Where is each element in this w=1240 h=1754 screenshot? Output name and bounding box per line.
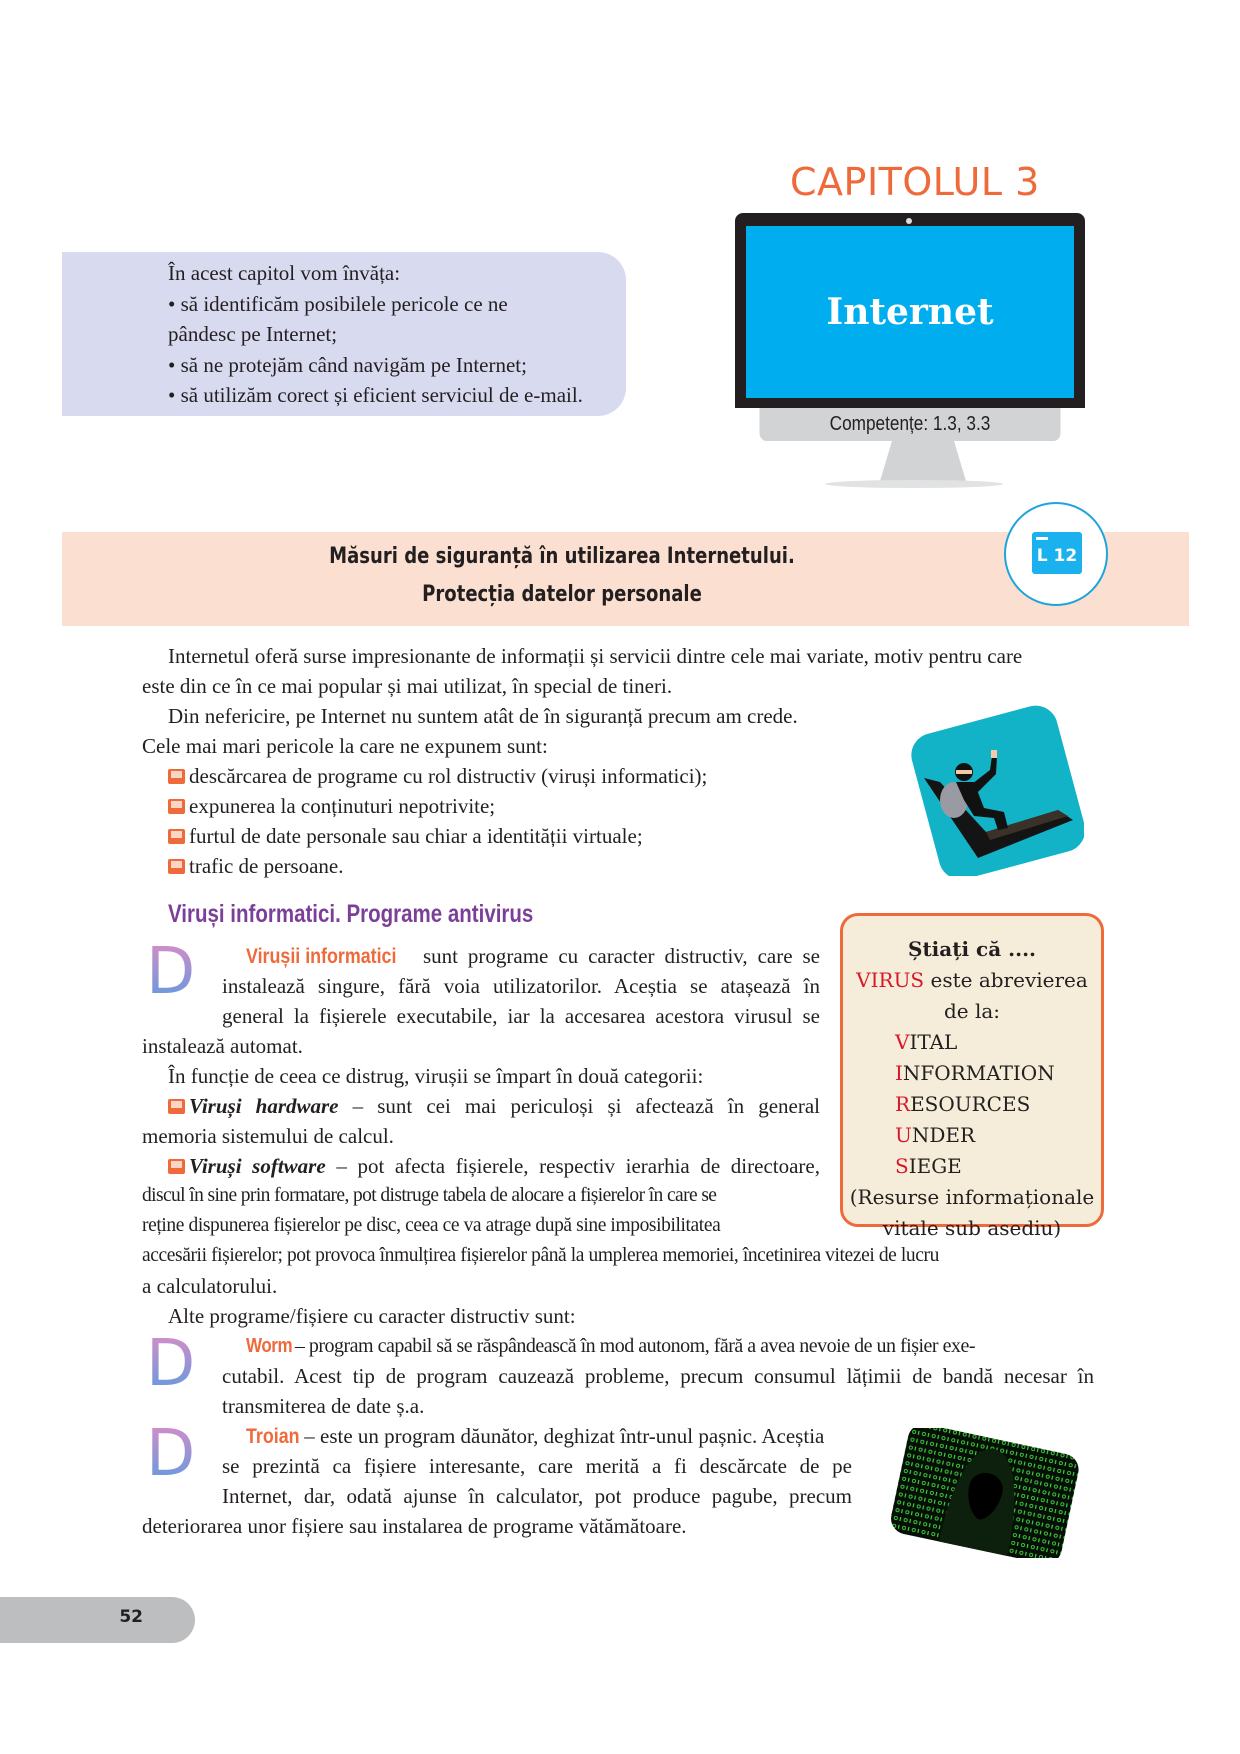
acronym-letter: I (895, 1061, 903, 1085)
folder-tab (1036, 537, 1048, 540)
dropcap-letter: D (146, 1327, 196, 1401)
objectives-text (168, 258, 618, 411)
chapter-subject: Internet (826, 291, 994, 333)
paragraph: Alte programe/fișiere cu caracter distructiv sunt: (168, 1304, 576, 1328)
hacker-illustration (890, 1428, 1080, 1558)
term-bold-italic: Viruși hardware (189, 1094, 339, 1118)
translation-line: vitale sub asediu) (882, 1216, 1062, 1240)
acronym-rest: NFORMATION (902, 1061, 1055, 1085)
paragraph-line (246, 1331, 975, 1362)
paragraph-line: general la fișierele executabile, iar la accesarea acestora virusul se (222, 1004, 820, 1028)
term-highlight: Worm (246, 1335, 293, 1357)
acronym-line (843, 1027, 1101, 1058)
danger-text: furtul de date personale sau chiar a identității virtuale; (189, 824, 643, 848)
term-highlight: Virușii informatici (246, 945, 397, 968)
text-run: sunt programe cu caracter distructiv, care se (422, 944, 821, 968)
paragraph-line: cutabil. Acest tip de program cauzează probleme, precum consumul lățimii de bandă necesar în (222, 1364, 1094, 1388)
acronym-line (843, 1089, 1101, 1120)
paragraph: În funcție de ceea ce distrug, virușii se împart în două categorii: (168, 1064, 704, 1088)
danger-list-item (168, 851, 344, 882)
paragraph-line: a calculatorului. (142, 1274, 278, 1298)
danger-text: descărcarea de programe cu rol distructiv (viruși informatici); (189, 764, 708, 788)
acronym-line (843, 1151, 1101, 1182)
term-highlight: Troian (246, 1425, 300, 1448)
paragraph-line: instalează singure, fără voia utilizatorilor. Aceștia se atașează în (222, 974, 820, 998)
paragraph-line: discul în sine prin formatare, pot distruge tabela de alocare a fișierelor în care se (142, 1185, 717, 1206)
acronym-letter: S (895, 1154, 909, 1178)
camera-icon (906, 218, 912, 224)
translation-line: (Resurse informaționale (849, 1185, 1095, 1209)
acronym-lead (843, 965, 1101, 1027)
dropcap-letter: D (146, 1417, 196, 1491)
monitor-illustration (735, 213, 1085, 443)
text-run: – pot afecta fișierele, respectiv ierarhia de directoare, (325, 1154, 821, 1178)
paragraph-line (246, 1421, 824, 1453)
danger-text: trafic de persoane. (189, 854, 344, 878)
lesson-number: L 12 (1036, 546, 1078, 566)
laptop-bullet-icon (168, 799, 185, 814)
paragraph-line: memoria sistemului de calcul. (142, 1124, 394, 1148)
monitor-frame (735, 213, 1085, 408)
category-item-hardware (168, 1091, 820, 1122)
monitor-stand (880, 441, 966, 481)
danger-list-item (168, 761, 707, 792)
laptop-bullet-icon (168, 1159, 185, 1174)
paragraph-line: accesării fișierelor; pot provoca înmulțirea fișierelor până la umplerea memoriei, încetinirea vitezei de lucru (142, 1245, 939, 1266)
paragraph-line: Internet, dar, odată ajunse în calculator, pot produce pagube, precum (222, 1484, 852, 1508)
text-run: – program capabil să se răspândească în mod autonom, fără a avea nevoie de un fișier exe- (290, 1335, 975, 1357)
competences-label: Competențe: 1.3, 3.3 (760, 408, 1061, 441)
paragraph-line: transmiterea de date ș.a. (222, 1394, 425, 1418)
objective-item: • să utilizăm corect și eficient serviciul de e-mail. (168, 383, 583, 407)
danger-list-item (168, 821, 643, 852)
laptop-bullet-icon (168, 859, 185, 874)
monitor-screen (746, 226, 1074, 398)
acronym-line (843, 1120, 1101, 1151)
objective-item: • să ne protejăm când navigăm pe Internet; (168, 352, 527, 377)
paragraph-line: instalează automat. (142, 1034, 303, 1058)
lesson-badge (1004, 502, 1108, 606)
objective-item-cont: pândesc pe Internet; (168, 322, 338, 346)
acronym-rest: IEGE (908, 1154, 962, 1178)
paragraph-line: este din ce în ce mai popular și mai utilizat, în special de tineri. (142, 674, 673, 698)
did-you-know-title: Știați că .... (908, 937, 1036, 961)
danger-text: expunerea la conținuturi nepotrivite; (189, 794, 496, 818)
chapter-title: CAPITOLUL 3 (790, 160, 1040, 204)
paragraph-line: reține dispunerea fișierelor pe disc, ceea ce va atrage după sine imposibilitatea (142, 1215, 721, 1236)
danger-list-item (168, 791, 495, 822)
text-run: este abrevierea de la: (924, 968, 1088, 1023)
lesson-title (152, 538, 972, 614)
acronym-line (843, 1058, 1101, 1089)
acronym-letter: V (895, 1030, 910, 1054)
acronym-letter: R (895, 1092, 911, 1116)
acronym-letter: U (895, 1123, 912, 1147)
monitor-base (825, 480, 1003, 488)
dropcap-letter: D (146, 935, 196, 1009)
acronym-rest: ESOURCES (910, 1092, 1031, 1116)
acronym-rest: NDER (911, 1123, 976, 1147)
paragraph-line (222, 941, 820, 973)
acronym-word: VIRUS (856, 968, 925, 992)
cyber-thief-illustration (908, 700, 1084, 876)
text-run: – sunt cei mai periculoși și afectează în general (338, 1094, 820, 1118)
term-bold-italic: Viruși software (189, 1154, 326, 1178)
paragraph: Din nefericire, pe Internet nu suntem atât de în siguranță precum am crede. (168, 704, 798, 728)
folder-icon (1032, 532, 1082, 574)
did-you-know-box (840, 913, 1104, 1240)
laptop-bullet-icon (168, 1099, 185, 1114)
section-heading: Viruși informatici. Programe antivirus (168, 900, 534, 928)
paragraph-line: deteriorarea unor fișiere sau instalarea de programe vătămătoare. (142, 1514, 687, 1538)
objective-item: • să identificăm posibilele pericole ce ne (168, 291, 508, 316)
acronym-rest: ITAL (909, 1030, 958, 1054)
lesson-title-line1: Măsuri de siguranță în utilizarea Internetului. (329, 544, 795, 569)
paragraph: Cele mai mari pericole la care ne expunem sunt: (142, 734, 548, 758)
chapter-objectives-box (62, 252, 626, 416)
objectives-heading: În acest capitol vom învăța: (168, 261, 401, 285)
laptop-bullet-icon (168, 769, 185, 784)
page-number: 52 (119, 1607, 143, 1627)
text-run: – este un program dăunător, deghizat într-unul pașnic. Aceștia (299, 1424, 825, 1448)
laptop-bullet-icon (168, 829, 185, 844)
paragraph-line: se prezintă ca fișiere interesante, care merită a fi descărcate de pe (222, 1454, 852, 1478)
lesson-title-line2: Protecția datelor personale (422, 582, 702, 607)
category-item-software (168, 1151, 820, 1182)
paragraph-line: Internetul oferă surse impresionante de informații și servicii dintre cele mai variate, motiv pentru care (168, 644, 1023, 668)
page-number-tab (0, 1597, 195, 1643)
